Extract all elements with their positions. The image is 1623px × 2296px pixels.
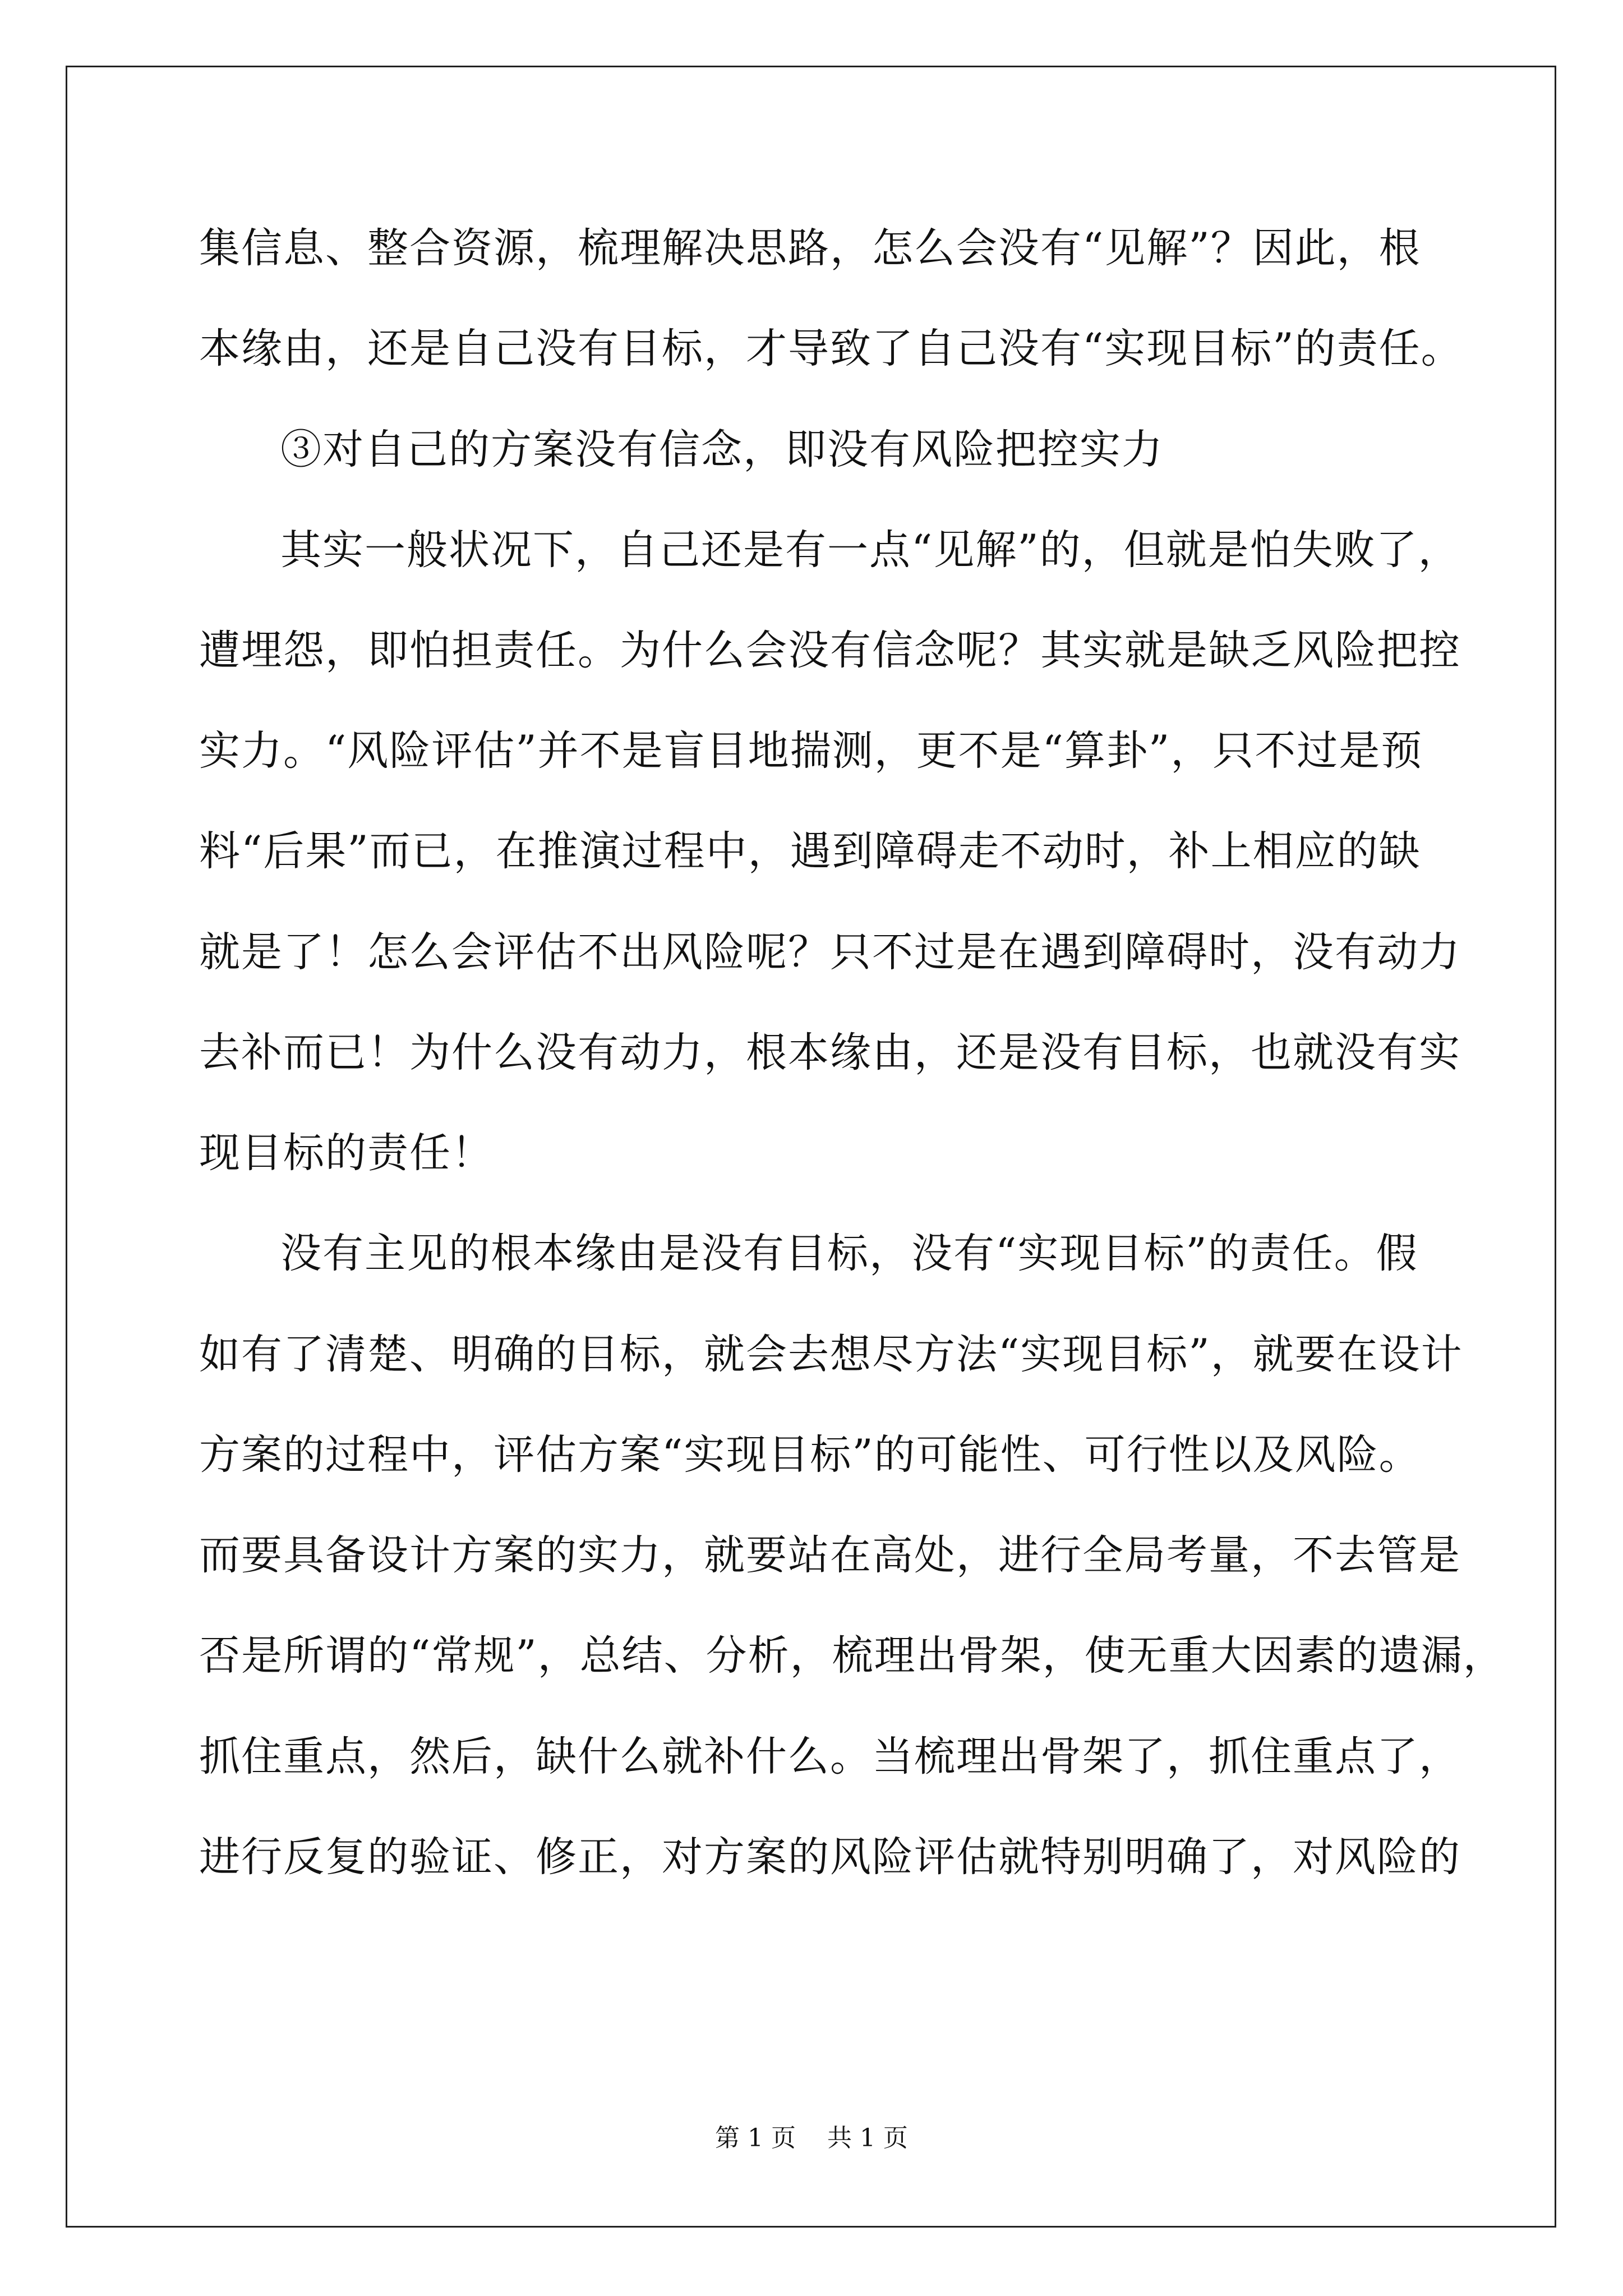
text-line: 否是所谓的“常规”，总结、分析，梳理出骨架，使无重大因素的遗漏， xyxy=(199,1632,1505,1680)
page-number-footer: 第 1 页 共 1 页 xyxy=(715,2124,908,2152)
text-line: 如有了清楚、明确的目标，就会去想尽方法“实现目标”，就要在设计 xyxy=(199,1331,1463,1378)
paragraph-start: 没有主见的根本缘由是没有目标，没有“实现目标”的责任。假 xyxy=(280,1230,1418,1277)
text-line: 去补而已！为什么没有动力，根本缘由，还是没有目标，也就没有实 xyxy=(199,1029,1461,1076)
text-line: 抓住重点，然后，缺什么就补什么。当梳理出骨架了，抓住重点了， xyxy=(199,1733,1461,1780)
text-line: 方案的过程中，评估方案“实现目标”的可能性、可行性以及风险。 xyxy=(199,1431,1421,1479)
text-line: 而要具备设计方案的实力，就要站在高处，进行全局考量，不去管是 xyxy=(199,1531,1461,1579)
text-line: 现目标的责任！ xyxy=(199,1129,494,1177)
paragraph-start: 其实一般状况下，自己还是有一点“见解”的，但就是怕失败了， xyxy=(280,526,1460,574)
text-line: 进行反复的验证、修正，对方案的风险评估就特别明确了，对风险的 xyxy=(199,1833,1461,1881)
text-line: 本缘由，还是自己没有目标，才导致了自己没有“实现目标”的责任。 xyxy=(199,325,1463,372)
text-line: 实力。“风险评估”并不是盲目地揣测，更不是“算卦”，只不过是预 xyxy=(199,727,1423,775)
text-line: 集信息、整合资源，梳理解决思路，怎么会没有“见解”？因此，根 xyxy=(199,224,1421,272)
text-line: 就是了！怎么会评估不出风险呢？只不过是在遇到障碍时，没有动力 xyxy=(199,928,1461,976)
section-heading: ③对自己的方案没有信念，即没有风险把控实力 xyxy=(280,426,1164,473)
text-line: 遭埋怨，即怕担责任。为什么会没有信念呢？其实就是缺乏风险把控 xyxy=(199,627,1461,674)
text-line: 料“后果”而已，在推演过程中，遇到障碍走不动时，补上相应的缺 xyxy=(199,827,1421,875)
